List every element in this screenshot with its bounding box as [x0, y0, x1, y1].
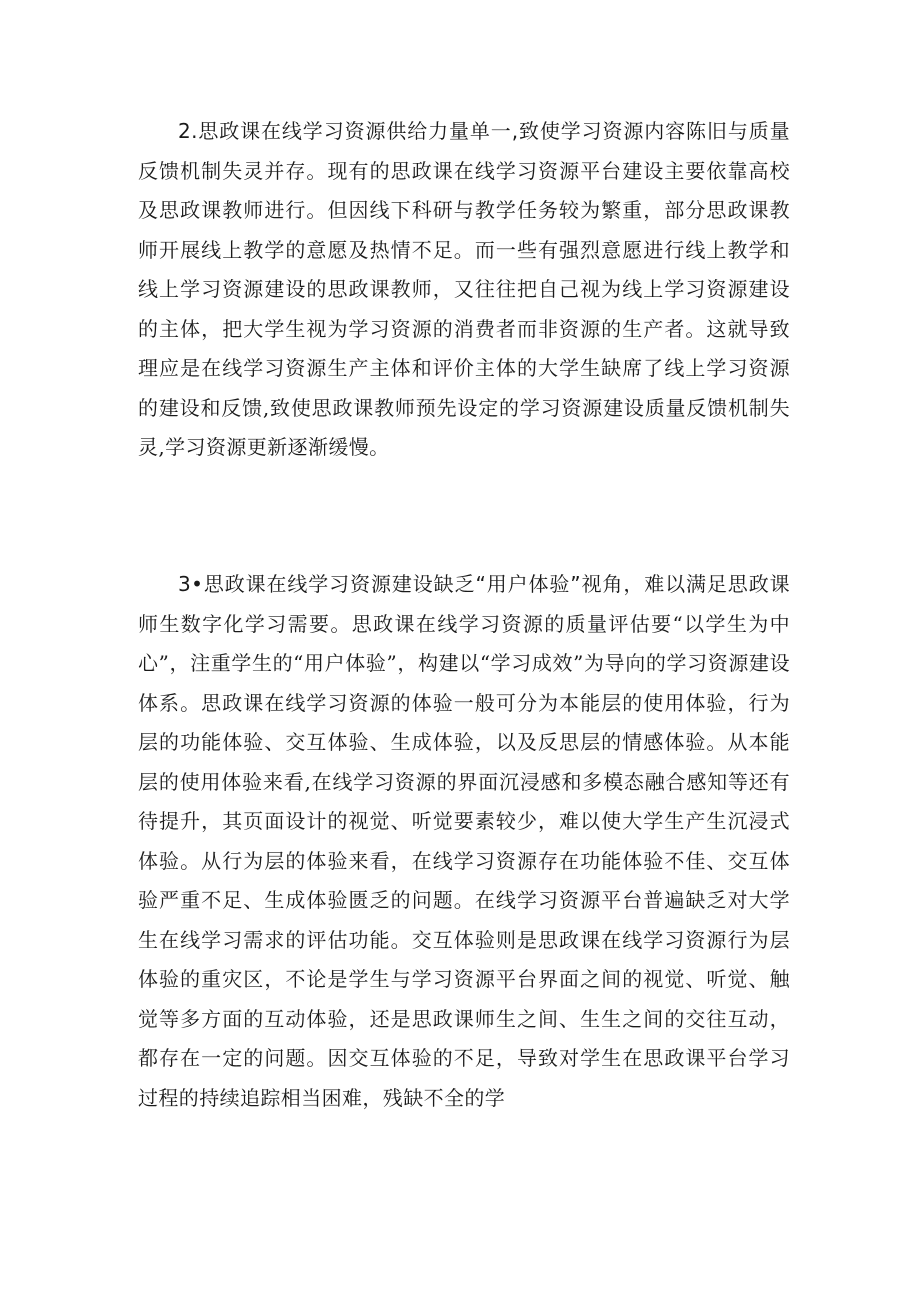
- paragraph-3: [138, 565, 790, 1118]
- paragraph-2: [138, 112, 790, 468]
- paragraph-3-body: 思政课在线学习资源的质量评估要“以学生为中心”，注重学生的“用户体验”，构建以“学习成效”为导向的学习资源建设体系。思政课在线学习资源的体验一般可分为本能层的使用体验，行为层的功能体验、交互体验、生成体验，以及反思层的情感体验。从本能层的使用体验来看,在线学习资源的界面沉浸感和多模态融合感知等还有待提升，其页面设计的视觉、听觉要素较少，难以使大学生产生沉浸式体验。从行为层的体验来看，在线学习资源存在功能体验不佳、交互体验严重不足、生成体验匮乏的问题。在线学习资源平台普遍缺乏对大学生在线学习需求的评估功能。交互体验则是思政课在线学习资源行为层体验的重灾区，不论是学生与学习资源平台界面之间的视觉、听觉、触觉等多方面的互动体验，还是思政课师生之间、生生之间的交往互动，都存在一定的问题。因交互体验的不足，导致对学生在思政课平台学习过程的持续追踪相当困难，残缺不全的学: [138, 611, 791, 1110]
- paragraph-2-body: 现有的思政课在线学习资源平台建设主要依靠高校及思政课教师进行。但因线下科研与教学任务较为繁重，部分思政课教师开展线上教学的意愿及热情不足。而一些有强烈意愿进行线上教学和线上学习资源建设的思政课教师，又往往把自己视为线上学习资源建设的主体，把大学生视为学习资源的消费者而非资源的生产者。这就导致理应是在线学习资源生产主体和评价主体的大学生缺席了线上学习资源的建设和反馈,致使思政课教师预先设定的学习资源建设质量反馈机制失灵,学习资源更新逐渐缓慢。: [138, 158, 790, 459]
- paragraph-2-heading: 2.思政课在线学习资源供给力量单一,致使学习资源内容陈旧与质量反馈机制失灵并存。: [138, 119, 790, 183]
- paragraph-3-heading: 3•思政课在线学习资源建设缺乏“用户体验”视角，难以满足思政课师生数字化学习需要。: [138, 572, 790, 636]
